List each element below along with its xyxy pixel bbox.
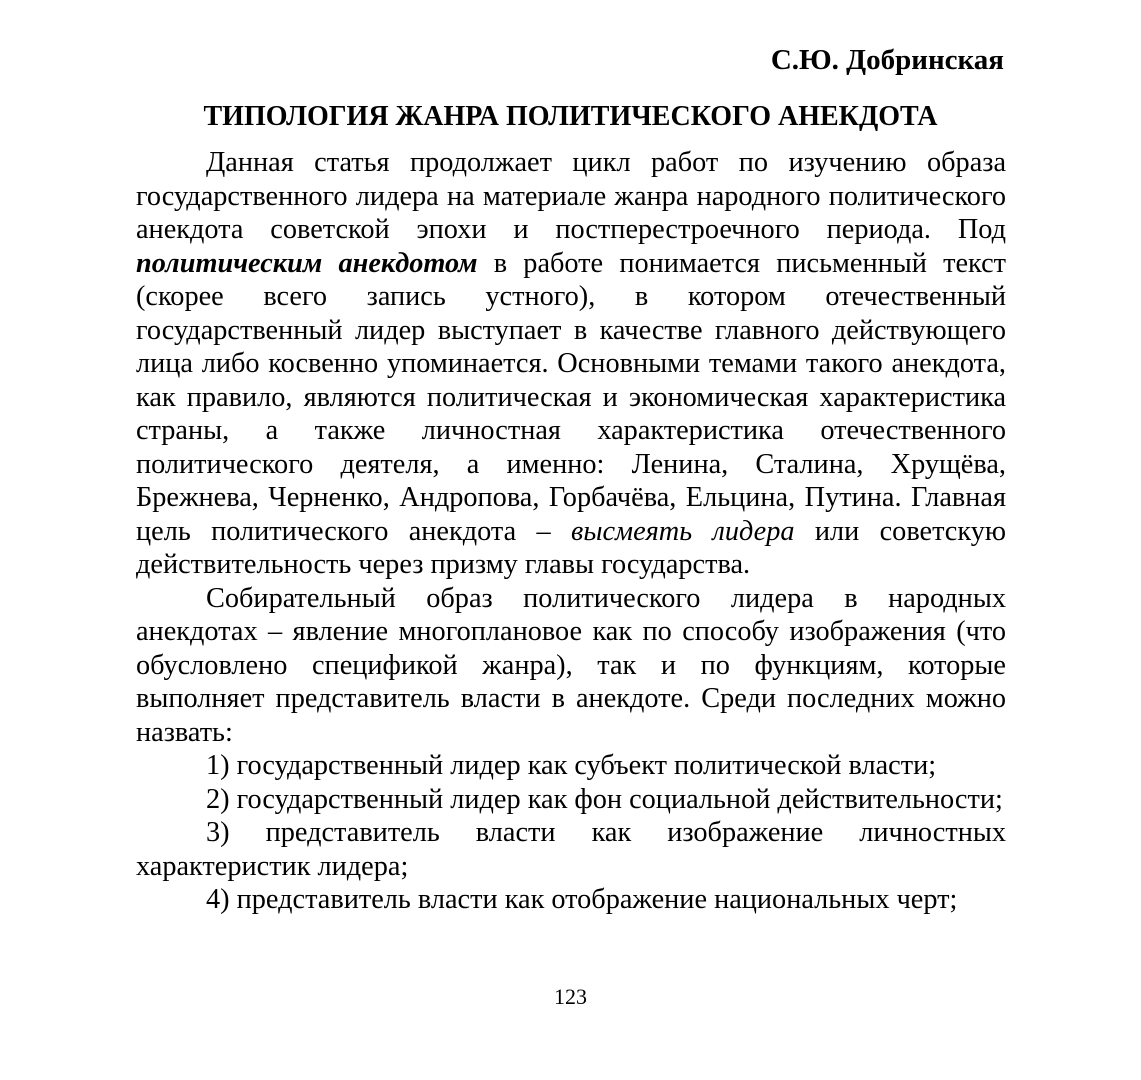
article-title: ТИПОЛОГИЯ ЖАНРА ПОЛИТИЧЕСКОГО АНЕКДОТА — [203, 101, 938, 132]
paragraph-leader-image: Собирательный образ политического лидера в народных анекдотах – явление многоплановое как по способу изображения (что обусловлено спецификой жанра), так и по функциям, которые выполняет представитель власти в анекдоте. Среди последних можно назвать: — [136, 582, 1006, 748]
paragraph-intro — [136, 146, 1006, 582]
paragraph-intro-text-1: Данная статья продолжает цикл работ по изучению образа государственного лидера на материале жанра народного политического анекдота советской эпохи и постперестроечного периода. Под — [136, 147, 1006, 245]
defined-term: политическим анекдотом — [136, 247, 478, 279]
paragraph-intro-text-3: или советскую действительность через призму главы государства. — [136, 515, 1006, 580]
list-item-2: 2) государственный лидер как фон социальной действительности; — [206, 783, 1003, 815]
paragraph-intro-text-2: в работе понимается письменный текст (скорее всего запись устного), в котором отечественный государственный лидер выступает в качестве главного действующего лица либо косвенно упоминается. Основными темами такого анекдота, как правило, являются политическая и экономическая характеристика страны, а также личностная характеристика отечественного политического деятеля, а именно: Ленина, Сталина, Хрущёва, Брежнева, Черненко, Андропова, Горбачёва, Ельцина, Путина. Главная цель политического анекдота – — [136, 247, 1006, 547]
list-item-3: 3) представитель власти как изображение личностных характеристик лидера; — [136, 817, 1006, 882]
list-item-4: 4) представитель власти как отображение национальных черт; — [206, 884, 958, 915]
author-name: С.Ю. Добринская — [770, 44, 1004, 76]
article-body — [136, 146, 1006, 917]
list-item-1: 1) государственный лидер как субъект политической власти; — [206, 750, 937, 781]
page-number: 123 — [554, 984, 587, 1009]
emphasized-phrase: высмеять лидера — [571, 515, 795, 547]
